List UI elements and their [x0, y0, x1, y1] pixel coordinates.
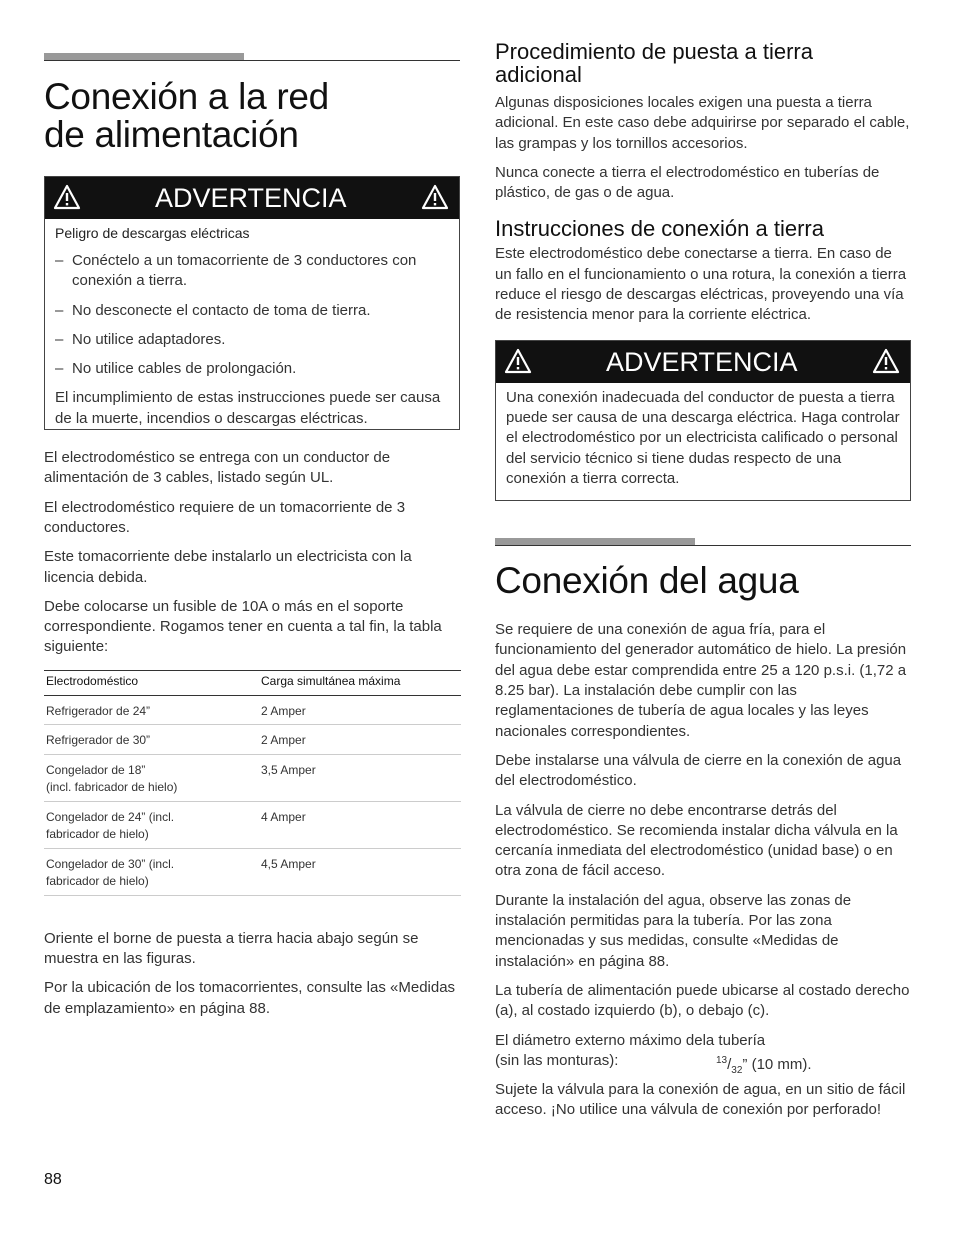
paragraph: La válvula de cierre no debe encontrarse detrás del electrodoméstico. Se recomienda instalar dicha válvula en la cercanía inmediata del electrodoméstico (unidad base) o en otra zona de fácil acceso.	[495, 801, 898, 880]
warning-box	[44, 176, 460, 430]
warning-text: Una conexión inadecuada del conductor de puesta a tierra puede ser causa de una descarga eléctrica. Haga controlar el electrodoméstico por un electricista calificado o personal del servicio técnico si tiene dudas respecto de una conexión a tierra correcta.	[506, 388, 900, 487]
section-rule	[495, 545, 911, 546]
paragraph: Por la ubicación de los tomacorrientes, consulte las «Medidas de emplazamiento» en página 88.	[44, 979, 456, 1017]
table-cell: 2 Amper	[244, 725, 461, 755]
table-cell: 4,5 Amper	[244, 848, 461, 895]
table-cell: 4 Amper	[244, 801, 461, 848]
paragraph: Este electrodoméstico debe conectarse a tierra. En caso de un fallo en el funcionamiento o una rotura, la conexión a tierra reduce el riesgo de descargas eléctricas, proveyendo una vía de resistencia menor para la corriente eléctrica.	[495, 245, 907, 324]
warning-triangle-icon	[421, 184, 449, 210]
warning-header	[496, 341, 910, 383]
paragraph: Nunca conecte a tierra el electrodoméstico en tuberías de plástico, de gas o de agua.	[495, 163, 880, 202]
paragraph: Este tomacorriente debe instalarlo un electricista con la licencia debida.	[44, 548, 412, 586]
table-cell: Congelador de 30” (incl. fabricador de hielo)	[44, 848, 244, 895]
table-cell: Congelador de 24” (incl. fabricador de hielo)	[44, 801, 244, 848]
grounding-paragraphs	[495, 93, 911, 203]
fuse-table	[44, 670, 461, 896]
table-row	[44, 754, 461, 801]
warning-footer: El incumplimiento de estas instrucciones puede ser causa de la muerte, incendios o descargas eléctricas.	[55, 389, 441, 427]
table-row	[44, 801, 461, 848]
left-column	[44, 60, 460, 1028]
warning-triangle-icon	[504, 348, 532, 374]
paragraph: Debe colocarse un fusible de 10A o más en el soporte correspondiente. Rogamos tener en cuenta a tal fin, la tabla siguiente:	[44, 597, 442, 656]
warning-item: – Conéctelo a un tomacorriente de 3 conductores con conexión a tierra.	[55, 251, 449, 292]
paragraph: Durante la instalación del agua, observe las zonas de instalación permitidas para la tubería. Por las zona mencionadas y sus medidas, consulte «Medidas de instalación» en página 88.	[495, 891, 852, 970]
paragraph: El electrodoméstico requiere de un tomacorriente de 3 conductores.	[44, 498, 406, 536]
diameter-spec: El diámetro externo máximo dela tubería (sin las monturas): $^{13}/_{32}$” (10 mm).	[495, 1031, 911, 1072]
table-row	[44, 848, 461, 895]
section-heading: Procedimiento de puesta a tierra adicional	[495, 39, 813, 87]
table-row	[44, 725, 461, 755]
warning-subtitle: Peligro de descargas eléctricas	[55, 225, 250, 241]
table-cell: 3,5 Amper	[244, 754, 461, 801]
paragraph: Algunas disposiciones locales exigen una puesta a tierra adicional. En este caso debe adquirirse por separado el cable, las grampas y los tornillos accesorios.	[495, 94, 910, 152]
instructions-paragraphs	[495, 244, 911, 325]
warning-box	[495, 340, 911, 501]
section-heading: Instrucciones de conexión a tierra	[495, 216, 824, 242]
warning-item: – No utilice adaptadores.	[55, 330, 449, 350]
warning-header	[45, 177, 459, 219]
diameter-value: $^{13}/_{32}$” (10 mm).	[716, 1054, 812, 1076]
paragraph: Debe instalarse una válvula de cierre en la conexión de agua del electrodoméstico.	[495, 751, 902, 790]
table-cell: 2 Amper	[244, 695, 461, 725]
warning-item: – No utilice cables de prolongación.	[55, 359, 449, 379]
section-rule	[44, 60, 460, 61]
water-paragraphs	[495, 620, 911, 1121]
warning-item: – No desconecte el contacto de toma de tierra.	[55, 301, 449, 321]
warning-body	[45, 219, 459, 429]
water-title: Conexión del agua	[495, 560, 799, 602]
page-number: 88	[44, 1171, 62, 1188]
warning-triangle-icon	[872, 348, 900, 374]
paragraph: Oriente el borne de puesta a tierra hacia abajo según se muestra en las figuras.	[44, 929, 419, 968]
table-cell: Congelador de 18” (incl. fabricador de hielo)	[44, 754, 244, 801]
table-header: Carga simultánea máxima	[244, 670, 461, 695]
paragraph: Se requiere de una conexión de agua fría, para el funcionamiento del generador automático de hielo. La presión del agua debe estar comprendida entre 25 a 120 p.s.i. (1,72 a 8.25 bar). La instalación debe cumplir con las reglamentaciones de tubería de agua locales y las leyes nacionales correspondientes.	[495, 621, 907, 740]
table-header: Electrodoméstico	[44, 670, 244, 695]
right-column	[495, 40, 911, 1130]
table-row	[44, 695, 461, 725]
warning-label: ADVERTENCIA	[155, 183, 347, 213]
intro-paragraphs	[44, 448, 460, 658]
table-cell: Refrigerador de 24”	[44, 695, 244, 725]
paragraph: Sujete la válvula para la conexión de agua, en un sitio de fácil acceso. ¡No utilice una válvula de conexión por perforado!	[495, 1081, 906, 1119]
warning-label: ADVERTENCIA	[606, 346, 798, 377]
page-title: Conexión a la red de alimentación	[44, 76, 329, 155]
warning-triangle-icon	[53, 184, 81, 210]
paragraph: La tubería de alimentación puede ubicarse al costado derecho (a), al costado izquierdo (b), o debajo (c).	[495, 981, 910, 1020]
after-table-paragraphs	[44, 929, 460, 1019]
table-header-row	[44, 670, 461, 695]
warning-body	[496, 383, 910, 500]
table-cell: Refrigerador de 30”	[44, 725, 244, 755]
paragraph: El electrodoméstico se entrega con un conductor de alimentación de 3 cables, listado según UL.	[44, 449, 391, 487]
